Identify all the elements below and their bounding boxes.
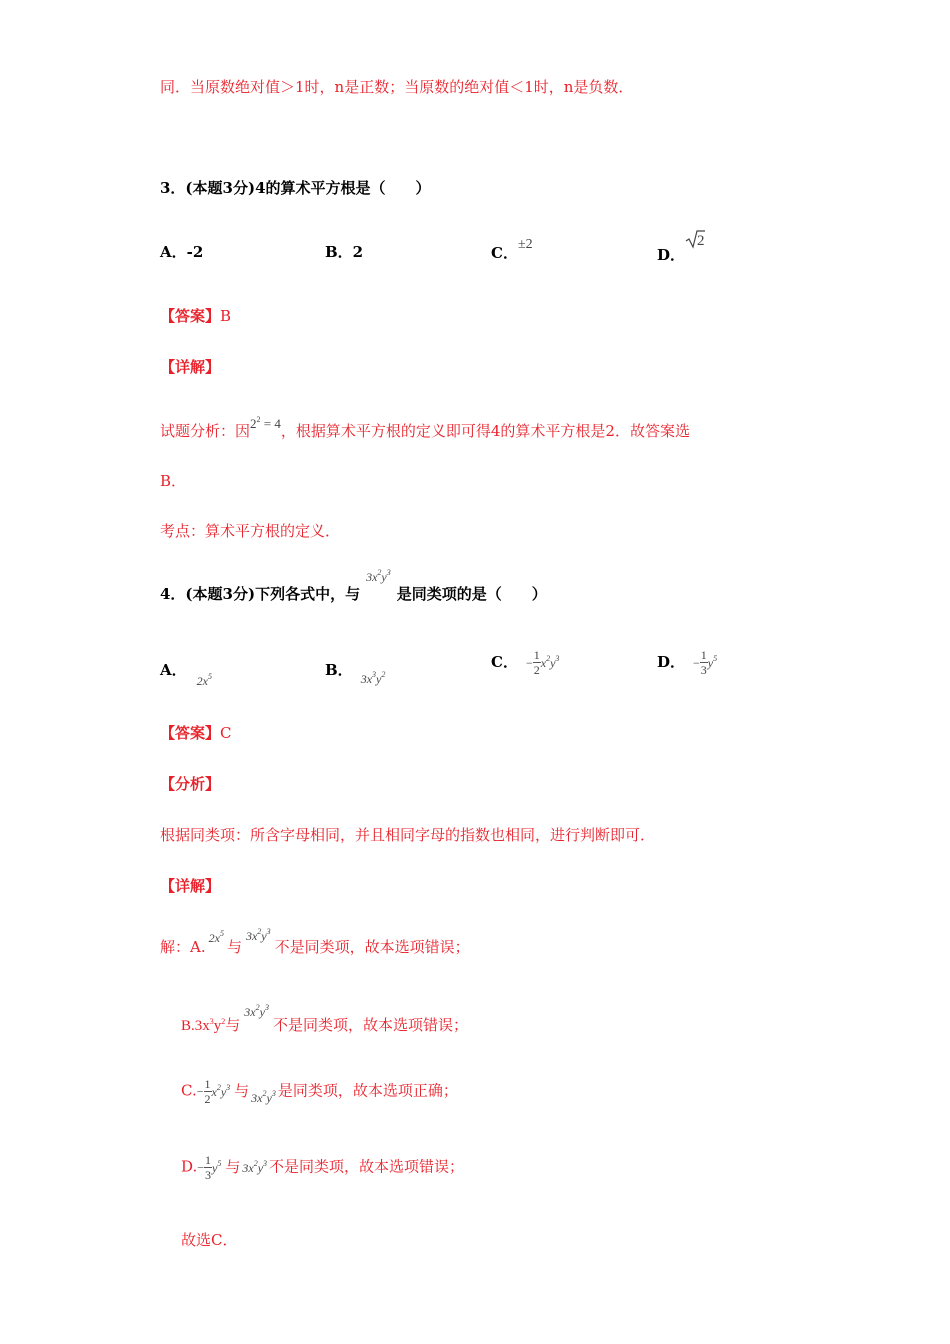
b-e1: 3 bbox=[372, 670, 377, 679]
sol-d-num: 1 bbox=[205, 1153, 212, 1167]
sol-b-ref-coef: 3 bbox=[244, 1005, 251, 1019]
q3-option-c-math: ±2 bbox=[517, 237, 533, 252]
q4-option-b bbox=[325, 659, 386, 686]
sol-d-mid: 与 bbox=[225, 1157, 241, 1176]
sol-c-ref-v2: y bbox=[266, 1090, 272, 1105]
sol-a-ref-v1: x bbox=[251, 929, 258, 943]
eq-rest: = 4 bbox=[260, 416, 281, 431]
q3-answer-tag: 【答案】 bbox=[160, 307, 221, 325]
sol-d-e2: 5 bbox=[217, 1158, 222, 1168]
sol-a-term bbox=[209, 931, 224, 945]
sol-c-ref-e2: 3 bbox=[271, 1088, 276, 1098]
sol-b-ref-v1: x bbox=[250, 1005, 256, 1019]
sol-c-v1: x bbox=[211, 1084, 217, 1099]
q4-option-b-term bbox=[361, 672, 386, 686]
d-e2: 5 bbox=[713, 654, 718, 663]
a-e1: 5 bbox=[207, 672, 212, 681]
q4-analysis-tag: 【分析】 bbox=[160, 775, 221, 793]
c-v1: x bbox=[540, 656, 547, 670]
d-v2: y bbox=[707, 656, 714, 670]
sol-a-ref-e2: 3 bbox=[266, 927, 271, 936]
sol-d-ref-coef: 3 bbox=[242, 1160, 249, 1175]
q3-option-d bbox=[657, 229, 713, 264]
q4-answer-value: C bbox=[220, 724, 232, 742]
b-coef: 3 bbox=[360, 672, 367, 686]
q3-answer bbox=[160, 305, 231, 326]
q3-detail-tag: 【详解】 bbox=[160, 358, 221, 376]
ref-e1: 2 bbox=[377, 568, 382, 577]
c-e1: 2 bbox=[546, 654, 551, 663]
a-coef: 2 bbox=[196, 674, 203, 688]
sol-d-v2: y bbox=[212, 1160, 218, 1175]
q4-ref-term bbox=[366, 570, 391, 584]
sol-a-mid: 与 bbox=[226, 938, 242, 956]
b-v2: y bbox=[376, 672, 382, 686]
sol-c-ref-coef: 3 bbox=[251, 1090, 258, 1105]
q3-analysis-a: 试题分析：因 bbox=[160, 422, 251, 440]
sol-a-ref-v2: y bbox=[261, 929, 267, 943]
sol-c-prefix: C. bbox=[181, 1081, 197, 1100]
q4-conclusion: 故选C． bbox=[181, 1231, 238, 1249]
sol-a-ref-coef: 3 bbox=[245, 929, 252, 943]
ref-coef: 3 bbox=[366, 570, 373, 584]
q3-option-c bbox=[491, 232, 533, 262]
q4-detail-tag: 【详解】 bbox=[160, 877, 221, 895]
q4-stem-b: 是同类项的是（ ） bbox=[396, 585, 547, 603]
q3-equation bbox=[250, 416, 281, 431]
q4-answer-tag: 【答案】 bbox=[160, 724, 221, 742]
sol-c-e2: 3 bbox=[226, 1082, 231, 1092]
sol-c-v2: y bbox=[220, 1084, 227, 1099]
c-sign: − bbox=[525, 656, 533, 670]
sol-a-coef: 2 bbox=[208, 931, 215, 945]
q3-option-b: B．2 bbox=[325, 243, 364, 261]
q3-analysis-c: B． bbox=[160, 472, 187, 490]
q4-option-c-label: C． bbox=[491, 653, 518, 671]
q4-option-b-label: B． bbox=[325, 661, 353, 679]
sol-d-ref-e2: 3 bbox=[263, 1158, 268, 1168]
sol-a-v1: x bbox=[214, 931, 220, 945]
sol-b-ref bbox=[244, 1005, 269, 1019]
sol-c-ref bbox=[251, 1088, 276, 1105]
d-den: 3 bbox=[700, 663, 707, 677]
q4-option-a bbox=[160, 659, 212, 688]
c-num: 1 bbox=[533, 648, 540, 662]
q3-option-d-label: D． bbox=[657, 246, 686, 264]
sol-a-ref-e1: 2 bbox=[257, 927, 262, 936]
q4-option-a-label: A． bbox=[160, 661, 187, 679]
eq-base: 2 bbox=[250, 416, 257, 431]
q3-analysis-b: ，根据算术平方根的定义即可得4的算术平方根是2．故答案选 bbox=[280, 422, 690, 440]
sol-b-ref-e1: 2 bbox=[255, 1003, 260, 1012]
sol-a-suffix: 不是同类项，故本选项错误； bbox=[274, 938, 470, 956]
sol-c-den: 2 bbox=[204, 1092, 211, 1106]
d-sign: − bbox=[693, 656, 700, 670]
q4-solution-b bbox=[181, 1003, 468, 1035]
c-fraction bbox=[533, 648, 541, 677]
sol-b-prefix: B.3x bbox=[181, 1018, 210, 1034]
eq-exp: 2 bbox=[256, 415, 261, 424]
q3-point: 考点：算术平方根的定义． bbox=[160, 522, 341, 540]
sol-b-ref-e2: 3 bbox=[264, 1003, 269, 1012]
ref-v2: y bbox=[381, 570, 387, 584]
sol-c-ref-v1: x bbox=[257, 1090, 263, 1105]
sol-d-ref-e1: 2 bbox=[253, 1158, 258, 1168]
q3-analysis-line bbox=[160, 415, 690, 441]
sol-d-fraction bbox=[204, 1153, 212, 1182]
q4-stem-a: 4．(本题3分)下列各式中，与 bbox=[160, 585, 361, 603]
q3-option-c-label: C． bbox=[491, 244, 518, 262]
c-v2: y bbox=[550, 656, 556, 670]
sol-c-term bbox=[211, 1082, 231, 1099]
a-v1: x bbox=[202, 674, 208, 688]
ref-e2: 3 bbox=[386, 568, 391, 577]
sol-d-ref bbox=[242, 1158, 268, 1175]
q4-solution-c bbox=[181, 1077, 458, 1106]
sol-b-mid: 与 bbox=[225, 1016, 241, 1034]
sol-c-suffix: 是同类项，故本选项正确； bbox=[277, 1081, 458, 1100]
b-e2: 2 bbox=[381, 670, 386, 679]
intro-line: 同．当原数绝对值＞1时，n是正数；当原数的绝对值＜1时，n是负数． bbox=[160, 78, 634, 96]
q4-stem bbox=[160, 568, 547, 604]
sol-b-e1: 3 bbox=[209, 1017, 214, 1026]
q4-analysis-text: 根据同类项：所含字母相同，并且相同字母的指数也相同，进行判断即可． bbox=[160, 826, 656, 844]
q4-answer bbox=[160, 722, 232, 743]
sol-a-prefix: 解：A. bbox=[160, 938, 206, 956]
sol-d-ref-v1: x bbox=[248, 1160, 254, 1175]
sol-c-fraction bbox=[204, 1077, 212, 1106]
q3-option-a: A．-2 bbox=[160, 243, 204, 261]
q4-option-d-label: D． bbox=[657, 653, 686, 671]
sol-c-num: 1 bbox=[204, 1077, 211, 1091]
sol-d-ref-v2: y bbox=[257, 1160, 264, 1175]
c-den: 2 bbox=[533, 663, 540, 677]
sol-d-den: 3 bbox=[205, 1168, 212, 1182]
q4-option-c-term bbox=[541, 656, 560, 670]
c-e2: 3 bbox=[555, 654, 560, 663]
sol-d-term bbox=[212, 1158, 222, 1175]
q3-stem: 3．(本题3分)4的算术平方根是（ ） bbox=[160, 179, 431, 197]
q4-option-d bbox=[657, 648, 717, 677]
sol-b-v2: y bbox=[213, 1018, 222, 1034]
q4-option-a-term bbox=[197, 674, 212, 688]
sqrt-symbol bbox=[685, 229, 713, 252]
q3-answer-value: B bbox=[220, 307, 232, 325]
sqrt-radicand: 2 bbox=[697, 233, 705, 249]
q4-option-c bbox=[491, 648, 559, 677]
ref-v1: x bbox=[372, 570, 378, 584]
q4-solution-d bbox=[181, 1153, 464, 1182]
sol-d-suffix: 不是同类项，故本选项错误； bbox=[269, 1157, 465, 1176]
q4-solution-a bbox=[160, 927, 470, 957]
sol-c-e1: 2 bbox=[216, 1082, 221, 1092]
sol-b-suffix: 不是同类项，故本选项错误； bbox=[272, 1016, 468, 1034]
d-num: 1 bbox=[700, 648, 707, 662]
sol-d-sign: − bbox=[197, 1160, 205, 1175]
b-v1: x bbox=[366, 672, 373, 686]
sol-c-sign: − bbox=[196, 1084, 204, 1099]
sol-b-e2: 2 bbox=[221, 1017, 226, 1026]
d-fraction bbox=[700, 648, 708, 677]
sol-a-e1: 5 bbox=[219, 929, 224, 938]
sol-b-ref-v2: y bbox=[259, 1005, 265, 1019]
sol-c-ref-e1: 2 bbox=[262, 1088, 267, 1098]
sol-a-ref bbox=[246, 929, 271, 943]
sol-d-prefix: D. bbox=[181, 1157, 198, 1176]
q4-option-d-term bbox=[708, 656, 717, 670]
sol-c-mid: 与 bbox=[234, 1081, 250, 1100]
